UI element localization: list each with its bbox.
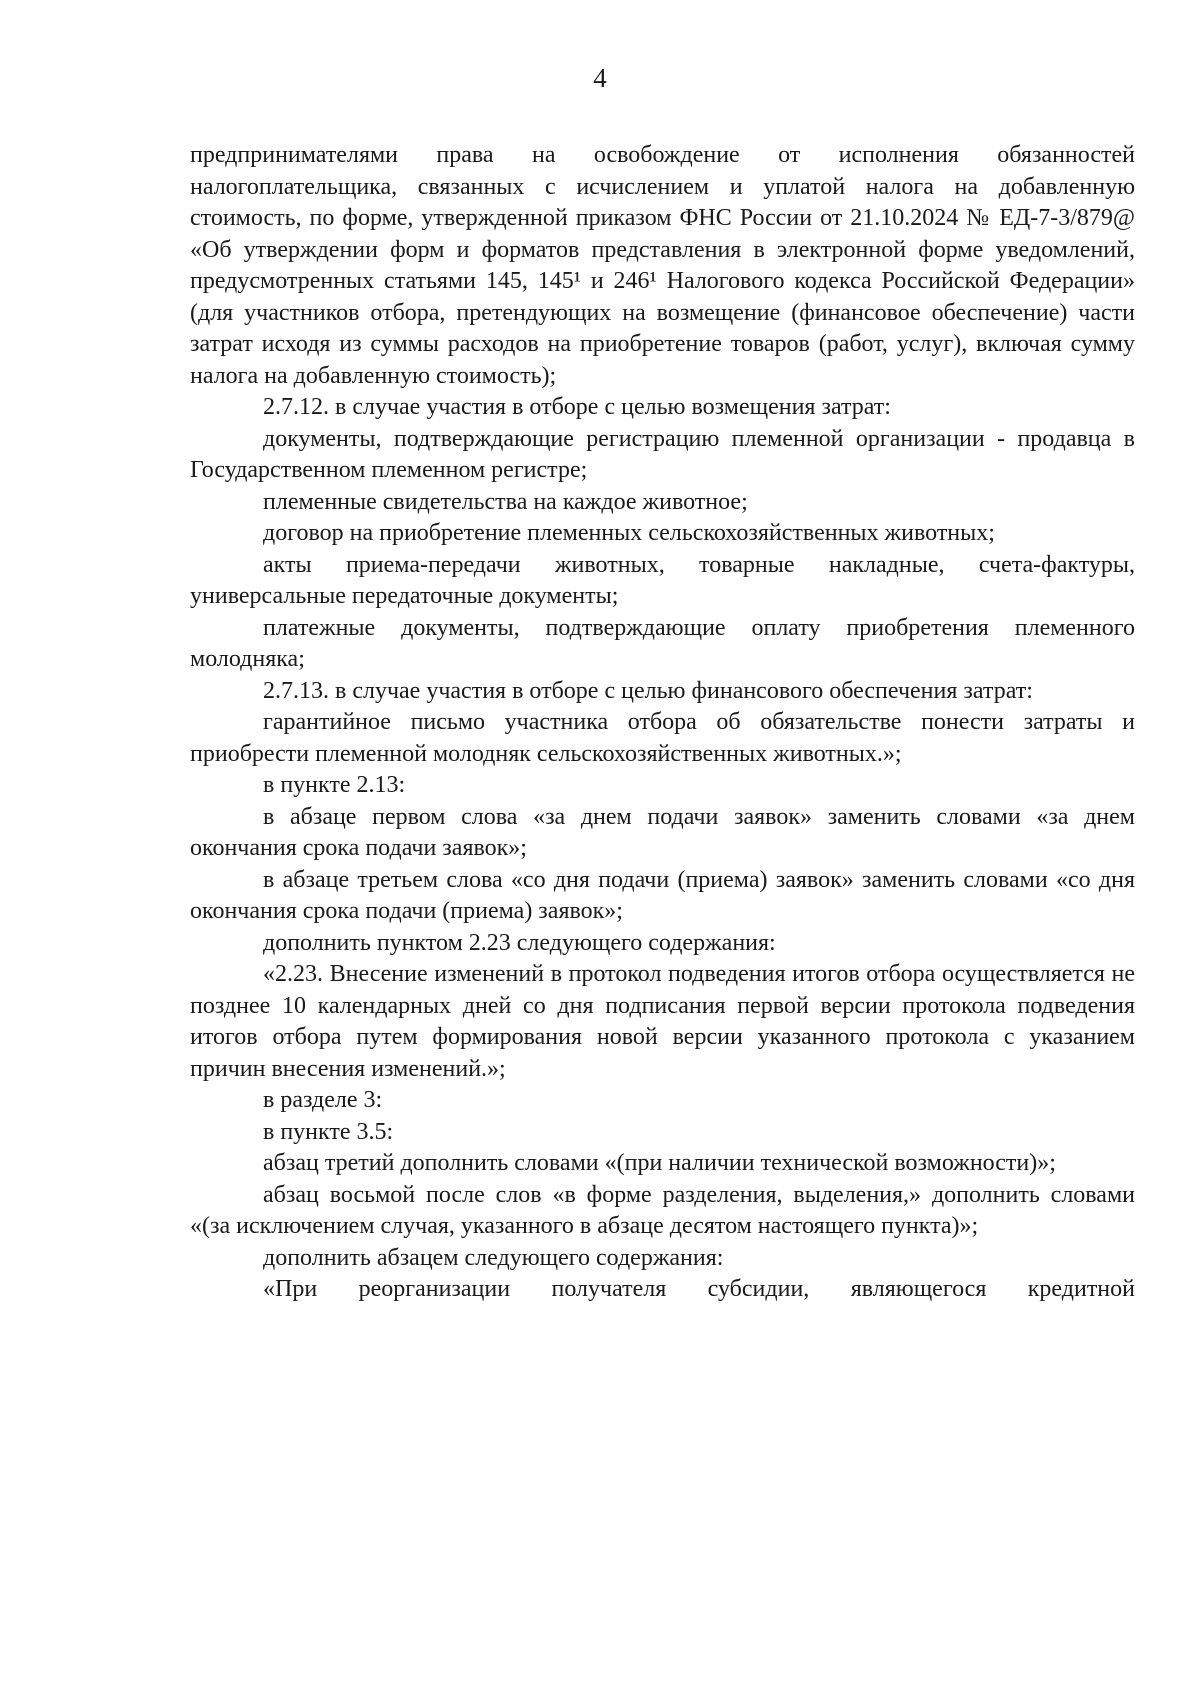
paragraph-payment-docs: платежные документы, подтверждающие оплату приобретения племенного молодняка;: [190, 614, 1135, 672]
paragraph-2-7-12: 2.7.12. в случае участия в отборе с целью возмещения затрат:: [263, 394, 891, 420]
paragraph-breeding-certificates: племенные свидетельства на каждое животное;: [263, 488, 748, 515]
paragraph-third-abzac: в абзаце третьем слова «со дня подачи (приема) заявок» заменить словами «со дня окончания срока подачи (приема) заявок»;: [190, 866, 1135, 924]
paragraph-2-23-text: «2.23. Внесение изменений в протокол подведения итогов отбора осуществляется не позднее 10 календарных дней со дня подписания первой версии протокола подведения итогов отбора путем формирования новой версии указанного протокола с указанием причин внесения изменений.»;: [190, 961, 1135, 1082]
paragraph-breeding-registry-docs: документы, подтверждающие регистрацию племенной организации - продавца в Государственном племенном регистре;: [190, 425, 1135, 483]
paragraph-2-7-13: 2.7.13. в случае участия в отборе с целью финансового обеспечения затрат:: [263, 677, 1033, 704]
paragraph-add-abzac: дополнить абзацем следующего содержания:: [263, 1244, 724, 1271]
paragraph-guarantee-letter: гарантийное письмо участника отбора об обязательстве понести затраты и приобрести племенной молодняк сельскохозяйственных животных.»;: [190, 709, 1135, 767]
paragraph-point-2-13: в пункте 2.13:: [263, 772, 406, 798]
paragraph-transfer-acts: акты приема-передачи животных, товарные накладные, счета-фактуры, универсальные передаточные документы;: [190, 551, 1135, 609]
paragraph-purchase-contract: договор на приобретение племенных сельскохозяйственных животных;: [263, 520, 995, 546]
paragraph-reorganization: «При реорганизации получателя субсидии, являющегося кредитной: [263, 1276, 1135, 1302]
paragraph-section-3: в разделе 3:: [263, 1087, 383, 1113]
paragraph-eighth-abzac: абзац восьмой после слов «в форме разделения, выделения,» дополнить словами «(за исключением случая, указанного в абзаце десятом настоящего пункта)»;: [190, 1181, 1135, 1239]
document-body: [190, 140, 1135, 1306]
paragraph-first-abzac: в абзаце первом слова «за днем подачи заявок» заменить словами «за днем окончания срока подачи заявок»;: [190, 803, 1135, 861]
paragraph-add-2-23: дополнить пунктом 2.23 следующего содержания:: [263, 929, 776, 956]
page-number: 4: [593, 63, 607, 93]
paragraph-third-abzac-supplement: абзац третий дополнить словами «(при наличии технической возможности)»;: [263, 1150, 1056, 1176]
paragraph-point-3-5: в пункте 3.5:: [263, 1118, 394, 1145]
paragraph-continuation-fns-notice: предпринимателями права на освобождение от исполнения обязанностей налогоплательщика, связанных с исчислением и уплатой налога на добавленную стоимость, по форме, утвержденной приказом ФНС России от 21.10.2024 № ЕД-7-3/879@ «Об утверждении форм и форматов представления в электронной форме уведомлений, предусмотренных статьями 145, 145¹ и 246¹ Налогового кодекса Российской Федерации» (для участников отбора, претендующих на возмещение (финансовое обеспечение) части затрат исходя из суммы расходов на приобретение товаров (работ, услуг), включая сумму налога на добавленную стоимость);: [190, 142, 1135, 389]
